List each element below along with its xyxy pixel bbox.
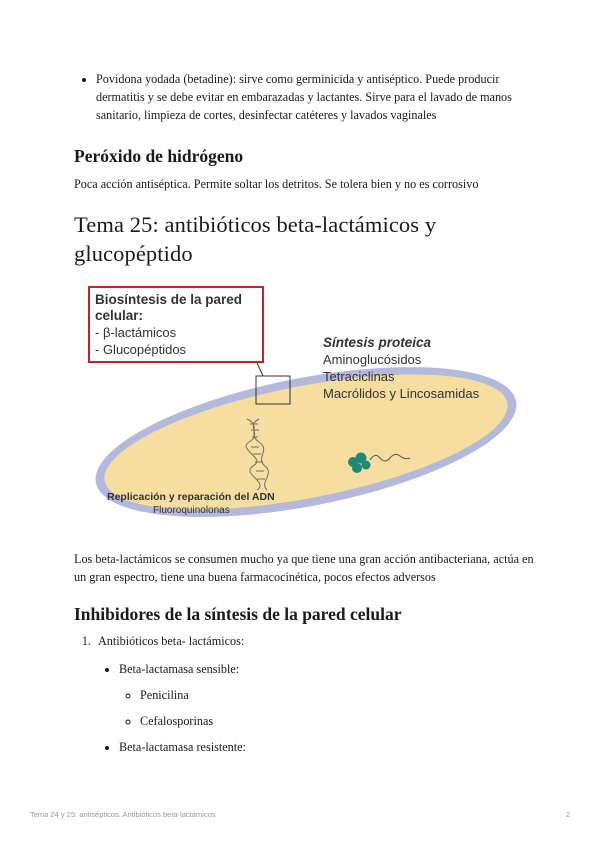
- peroxide-text: Poca acción antiséptica. Permite soltar los detritos. Se tolera bien y no es corrosivo: [74, 177, 479, 191]
- wall-box-item: - β-lactámicos: [95, 325, 177, 340]
- beta-lactam-paragraph: Los beta-lactámicos se consumen mucho ya que tiene una gran acción antibacteriana, actúa en un gran espectro, tiene una buena farmacocinética, pocos efectos adversos: [74, 552, 534, 584]
- antibiotic-targets-figure: [87, 284, 519, 520]
- beta-lactam-item-label: Antibióticos beta- lactámicos:: [98, 634, 245, 648]
- dna-subtitle: Fluoroquinolonas: [153, 505, 230, 516]
- page-number: 2: [566, 810, 571, 819]
- list-item: [119, 660, 534, 730]
- bacterial-cell-diagram: [87, 284, 519, 520]
- dna-title: Replicación y reparación del ADN: [107, 491, 275, 503]
- beta-lactamase-list: [98, 660, 534, 756]
- inhibitors-list: [74, 632, 534, 764]
- sensitive-drugs-list: [119, 686, 534, 730]
- wall-box-title-2: celular:: [95, 308, 144, 323]
- list-item: [94, 632, 534, 756]
- protein-synthesis-item: Tetraciclinas: [323, 369, 395, 384]
- wall-box-item: - Glucopéptidos: [95, 342, 187, 357]
- wall-box-title-1: Biosíntesis de la pared: [95, 292, 243, 307]
- list-item: ◦ Penicilina: [140, 686, 534, 704]
- list-item: [119, 738, 534, 756]
- protein-synthesis-title: Síntesis proteica: [323, 335, 432, 350]
- sensitive-label: Beta-lactamasa sensible:: [119, 662, 240, 676]
- povidone-bullet: • Povidona yodada (betadine): sirve como germinicida y antiséptico. Puede producir dermatitis y se debe evitar en embarazadas y lactantes. Sirve para el lavado de manos sanitario, limpieza de cortes, desinfectar catéteres y lavados vaginales: [96, 70, 546, 124]
- povidone-bullet-list: [74, 70, 546, 124]
- resistant-label: Beta-lactamasa resistente:: [119, 740, 246, 754]
- chapter-title: Tema 25: antibióticos beta-lactámicos y glucopéptido: [74, 212, 437, 266]
- inhibitors-heading: Inhibidores de la síntesis de la pared celular: [74, 604, 402, 624]
- footer-title: Tema 24 y 25: antisépticos. Antibióticos beta-lactámicos: [30, 810, 216, 819]
- protein-synthesis-item: Macrólidos y Lincosamidas: [323, 386, 480, 401]
- list-item: ◦ Cefalosporinas: [140, 712, 534, 730]
- peroxide-heading: Peróxido de hidrógeno: [74, 146, 244, 166]
- protein-synthesis-item: Aminoglucósidos: [323, 352, 422, 367]
